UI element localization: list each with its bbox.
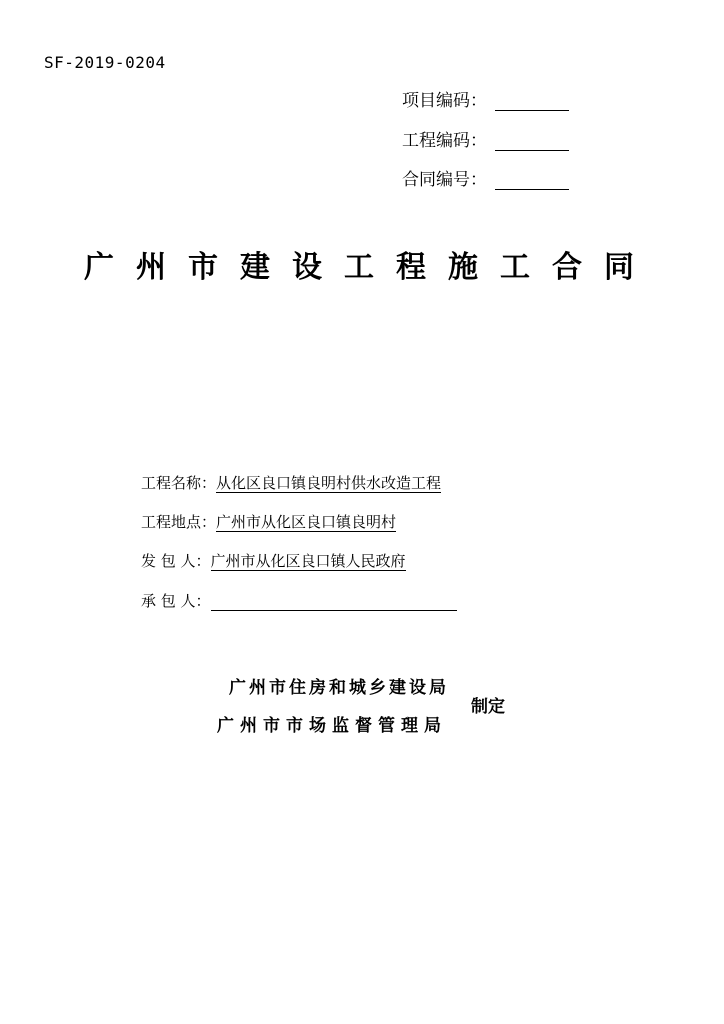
employer-row [141, 550, 406, 571]
project-name-label: 工程名称： [141, 474, 217, 492]
project-code-row [402, 86, 569, 111]
project-location-row [141, 511, 396, 532]
project-name-value: 从化区良口镇良明村供水改造工程 [216, 474, 442, 492]
employer-value: 广州市从化区良口镇人民政府 [210, 552, 406, 570]
issuer-market-bureau: 广州市市场监督管理局 [217, 716, 447, 736]
document-title: 广州市建设工程施工合同 [84, 250, 656, 285]
contract-number-row [402, 165, 569, 190]
project-code-blank[interactable] [495, 94, 569, 111]
engineering-code-row [402, 126, 569, 151]
contractor-row [141, 590, 457, 611]
engineering-code-blank[interactable] [495, 134, 569, 151]
project-location-label: 工程地点： [141, 513, 217, 531]
contractor-label: 承 包 人： [141, 592, 211, 610]
issuer-housing-bureau: 广州市住房和城乡建设局 [229, 678, 449, 698]
engineering-code-label: 工程编码： [402, 131, 487, 151]
contract-number-blank[interactable] [495, 173, 569, 190]
project-name-row [141, 472, 441, 493]
contract-number-label: 合同编号： [402, 170, 487, 190]
project-code-label: 项目编码： [402, 91, 487, 111]
project-location-value: 广州市从化区良口镇良明村 [216, 513, 397, 531]
issuer-suffix: 制定 [471, 697, 505, 717]
form-code: SF-2019-0204 [44, 53, 166, 72]
employer-label: 发 包 人： [141, 552, 211, 570]
contractor-value-blank[interactable] [211, 593, 457, 611]
